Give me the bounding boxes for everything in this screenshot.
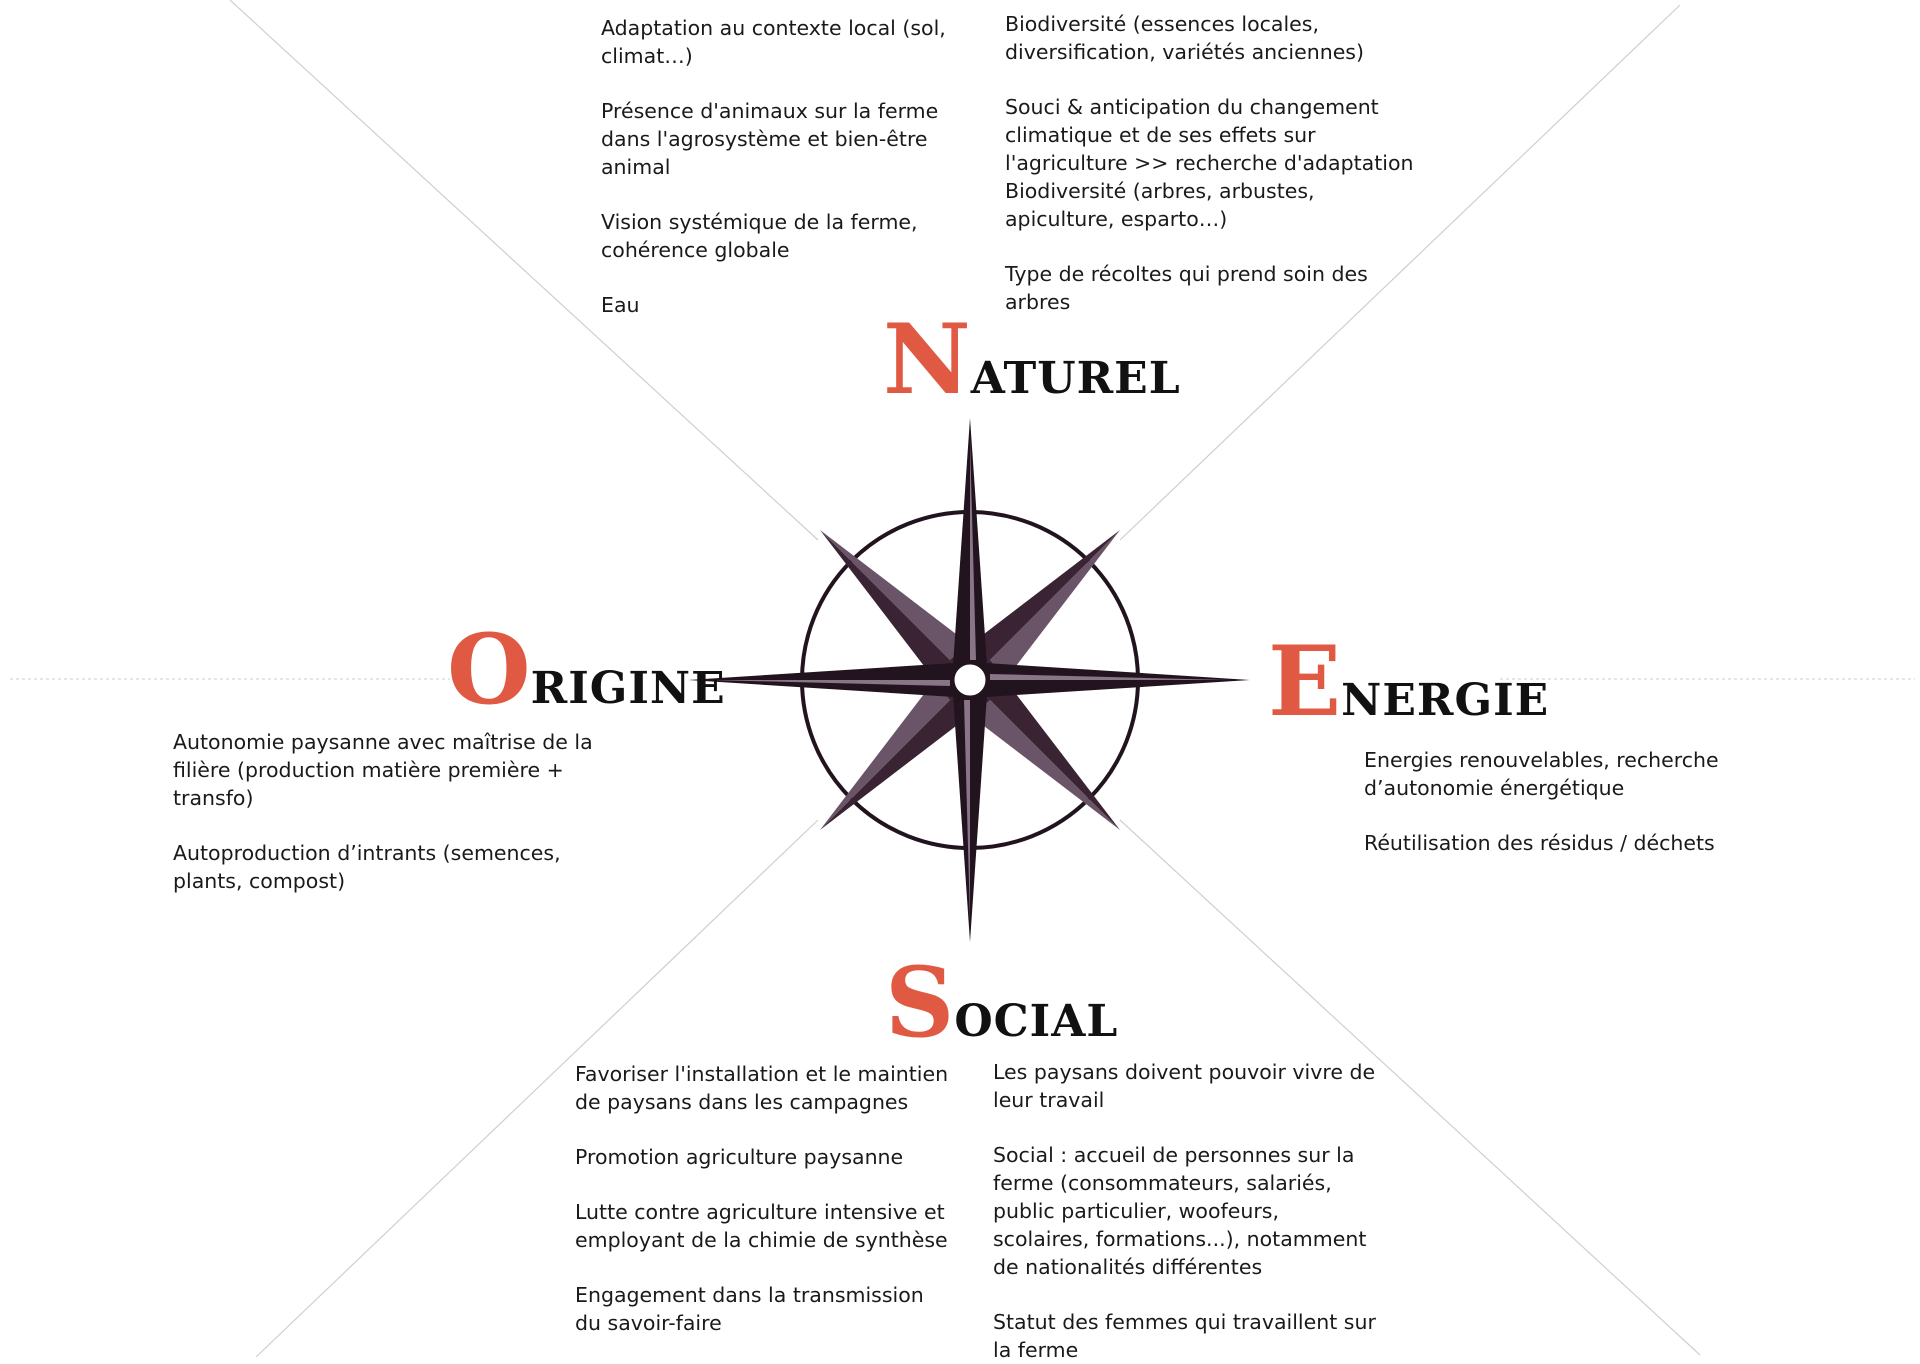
list-item: Energies renouvelables, recherche d’autonomie énergétique [1364,748,1719,800]
heading-origine-initial: O [447,613,531,726]
heading-social-rest: OCIAL [954,996,1119,1047]
list-item: Statut des femmes qui travaillent sur la ferme [993,1310,1376,1362]
list-item: Adaptation au contexte local (sol, climat…) [601,16,946,68]
heading-energie-initial: E [1268,625,1342,738]
heading-naturel-initial: N [883,303,971,416]
list-item: Biodiversité (essences locales, diversification, variétés anciennes) [1005,12,1364,64]
list-item: Présence d'animaux sur la ferme dans l'agrosystème et bien-être animal [601,99,939,179]
heading-social [885,946,1119,1059]
naturel-right-list [1005,10,1415,316]
social-right-list [993,1058,1378,1364]
list-item: Type de récoltes qui prend soin des arbres [1005,262,1368,314]
list-item: Social : accueil de personnes sur la ferme (consommateurs, salariés, public particulier, woofeurs, scolaires, formations...), notamment de nationalités différentes [993,1143,1367,1279]
list-item: Eau [601,293,640,317]
heading-origine-rest: RIGINE [530,663,726,714]
list-item: Vision systémique de la ferme, cohérence globale [601,210,918,262]
heading-energie [1268,625,1550,738]
energie-list [1364,746,1744,857]
naturel-left-list [601,14,946,319]
list-item: Favoriser l'installation et le maintien de paysans dans les campagnes [575,1062,949,1114]
social-left-list [575,1060,955,1337]
list-item: Autonomie paysanne avec maîtrise de la filière (production matière première + transfo) [173,730,593,810]
list-item: Les paysans doivent pouvoir vivre de leur travail [993,1060,1376,1112]
list-item: Engagement dans la transmission du savoir-faire [575,1283,924,1335]
list-item: Souci & anticipation du changement climatique et de ses effets sur l'agriculture >> recherche d'adaptation Biodiversité (arbres, arbustes, apiculture, esparto…) [1005,95,1414,231]
list-item: Réutilisation des résidus / déchets [1364,831,1715,855]
origine-list [173,728,593,895]
heading-origine [447,613,726,726]
heading-naturel-rest: ATUREL [970,353,1181,404]
list-item: Autoproduction d’intrants (semences, plants, compost) [173,841,561,893]
heading-energie-rest: NERGIE [1341,675,1550,726]
list-item: Promotion agriculture paysanne [575,1145,904,1169]
heading-social-initial: S [885,946,955,1059]
heading-naturel [883,303,1181,416]
list-item: Lutte contre agriculture intensive et employant de la chimie de synthèse [575,1200,948,1252]
